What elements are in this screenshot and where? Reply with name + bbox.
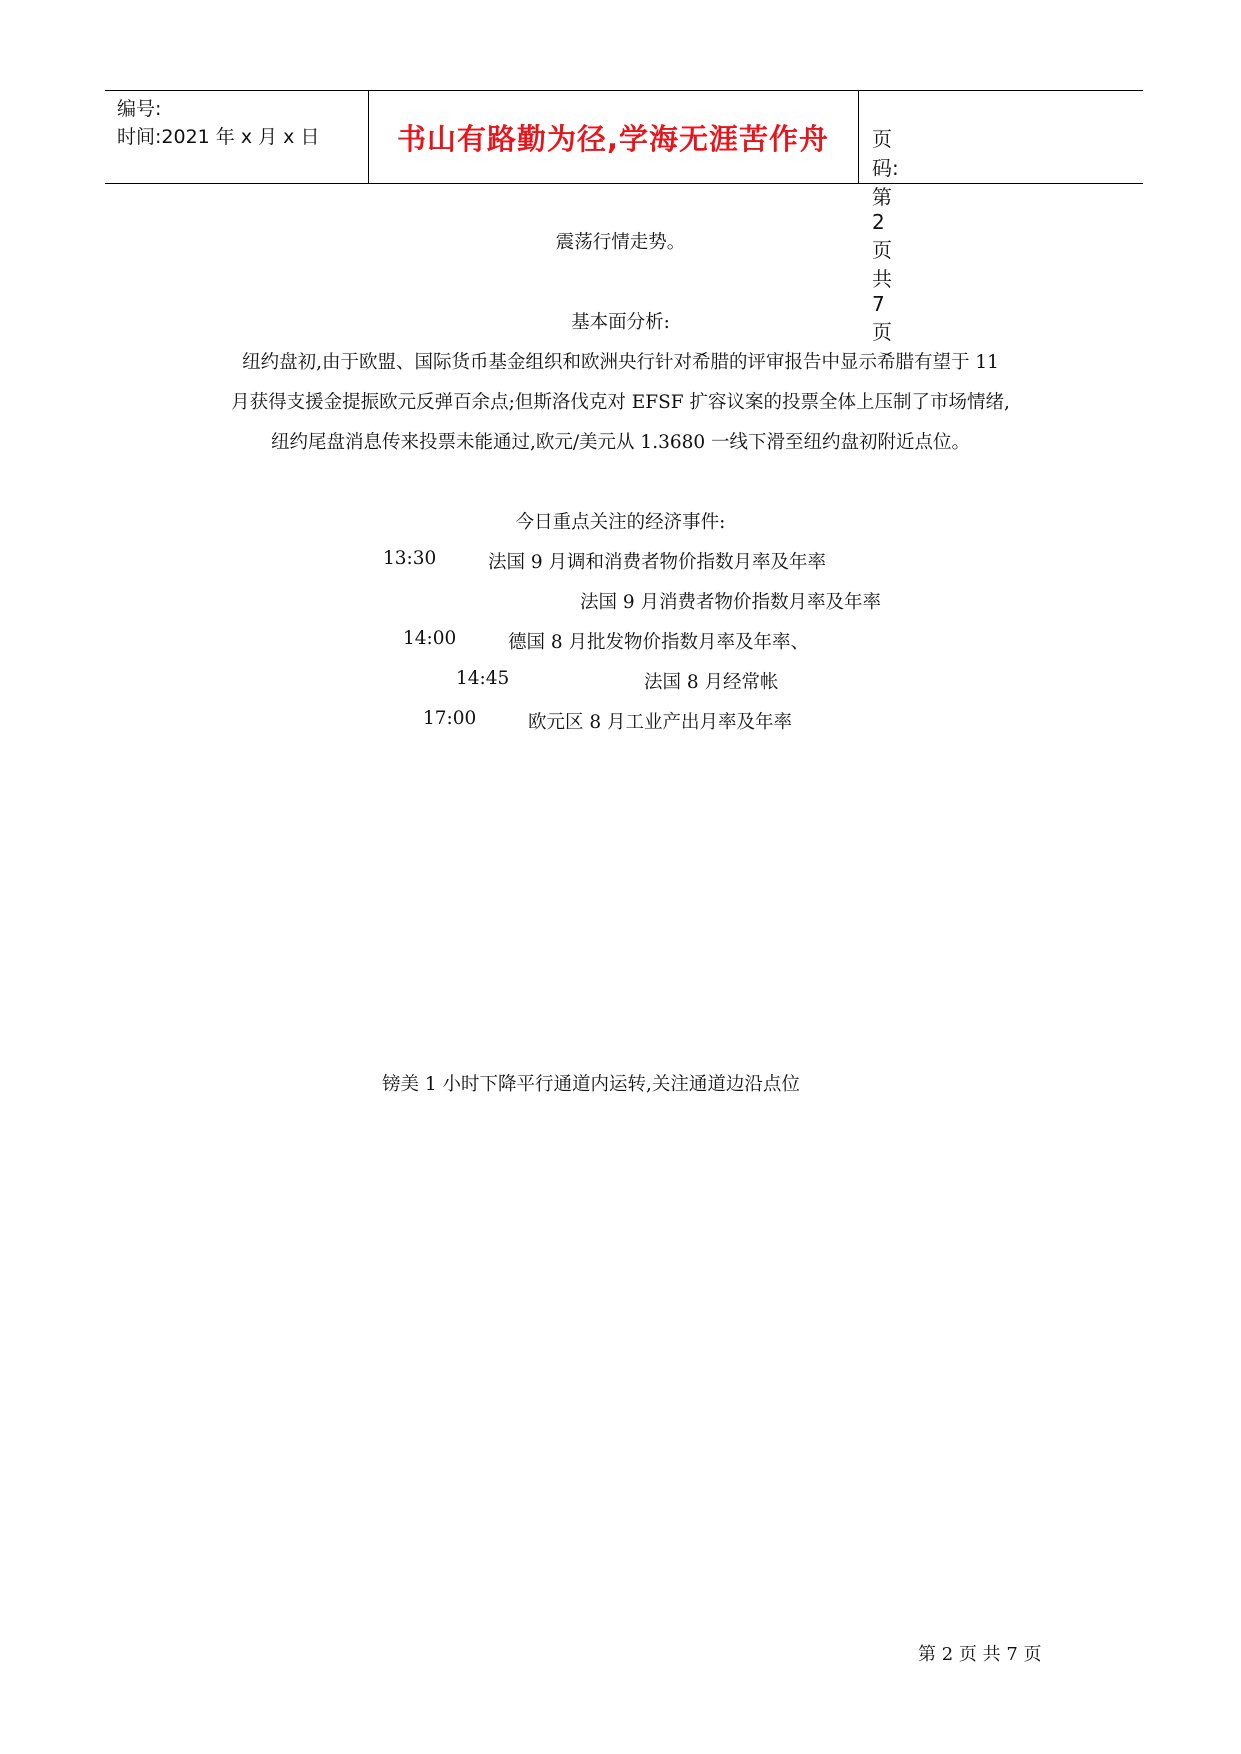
event-name: 法国 9 月消费者物价指数月率及年率 [580,592,882,613]
header-meta [117,95,319,151]
chart-caption: 镑美 1 小时下降平行通道内运转,关注通道边沿点位 [382,1074,800,1095]
header-page-info: 页码:第 2 页 共 7 页 [872,127,899,344]
document-number-label: 编号: [117,98,162,120]
intro-line: 震荡行情走势。 [555,232,686,253]
header-divider-right [858,91,859,183]
paragraph-line: 月获得支援金提振欧元反弹百余点;但斯洛伐克对 EFSF 扩容议案的投票全体上压制了市场情绪, [231,392,1010,413]
events-heading: 今日重点关注的经济事件: [515,512,726,533]
fundamental-heading: 基本面分析: [571,312,670,333]
event-time: 13:30 [383,548,437,569]
event-time: 17:00 [423,708,477,729]
event-name: 法国 9 月调和消费者物价指数月率及年率 [488,552,827,573]
document-time-label: 时间:2021 年 x 月 x 日 [117,126,320,148]
event-name: 欧元区 8 月工业产出月率及年率 [528,712,793,733]
event-name: 德国 8 月批发物价指数月率及年率、 [508,632,810,653]
paragraph-line: 纽约盘初,由于欧盟、国际货币基金组织和欧洲央行针对希腊的评审报告中显示希腊有望于 11 [242,352,999,373]
header-motto: 书山有路勤为径,学海无涯苦作舟 [396,122,830,156]
event-time: 14:00 [403,628,457,649]
paragraph-line: 纽约尾盘消息传来投票未能通过,欧元/美元从 1.3680 一线下滑至纽约盘初附近点位。 [270,432,971,453]
header-motto-cell [368,91,858,183]
event-time: 14:45 [456,668,510,689]
event-name: 法国 8 月经常帐 [644,672,779,693]
page-footer: 第 2 页 共 7 页 [918,1644,1042,1665]
